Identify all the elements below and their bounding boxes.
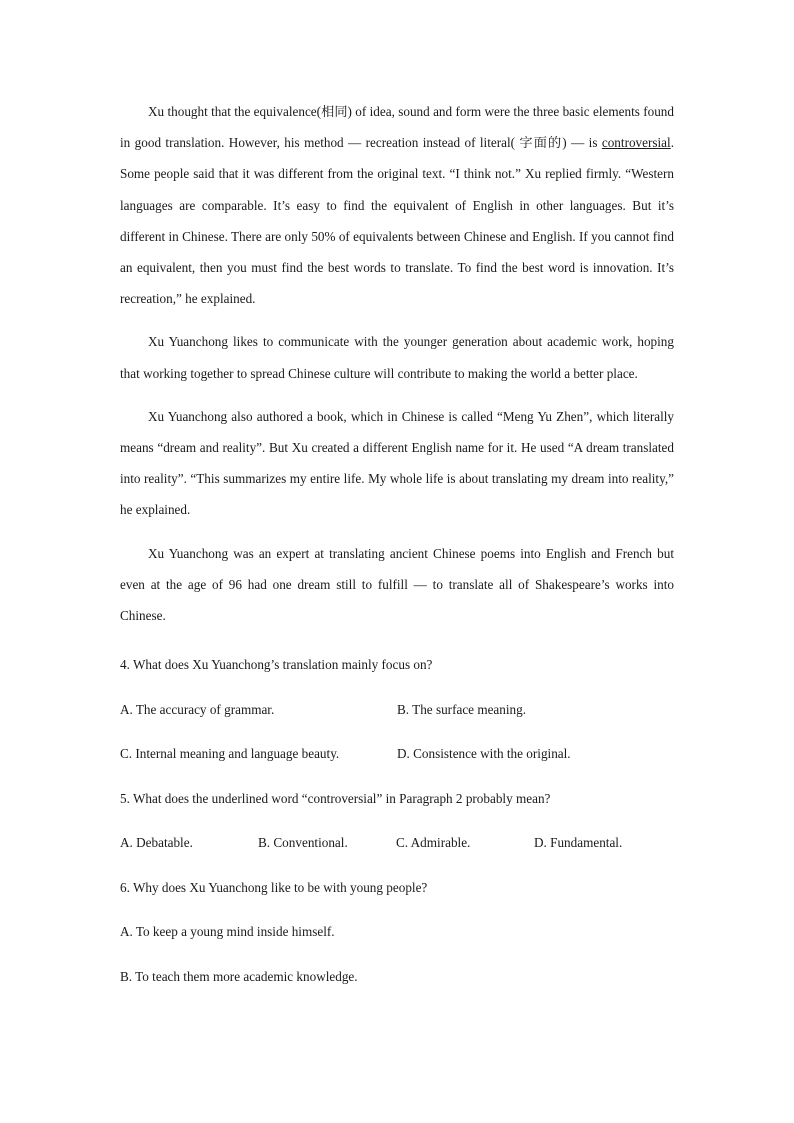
paragraph-text: Xu thought that the equivalence(相同) of idea, sound and form were the three basic elements found in good translation. However, his method — recreation instead of literal( 字面的) — is: [120, 104, 674, 151]
option-6b: B. To teach them more academic knowledge.: [120, 968, 358, 984]
option-4b: B. The surface meaning.: [397, 701, 527, 717]
option-5b: B. Conventional.: [258, 835, 348, 851]
option-4a: A. The accuracy of grammar.: [120, 701, 275, 717]
option-4c: C. Internal meaning and language beauty.: [120, 746, 340, 762]
question-6: 6. Why does Xu Yuanchong like to be with young people?: [120, 879, 428, 895]
question-5-options: [120, 821, 674, 866]
option-6a: A. To keep a young mind inside himself.: [120, 924, 335, 940]
paragraph-equivalence: [120, 96, 674, 314]
option-4d: D. Consistence with the original.: [397, 746, 571, 762]
paragraph-younger-generation: Xu Yuanchong likes to communicate with the younger generation about academic work, hoping that working together to spread Chinese culture will contribute to making the world a better place.: [120, 334, 674, 381]
question-5: 5. What does the underlined word “controversial” in Paragraph 2 probably mean?: [120, 790, 551, 806]
question-4: 4. What does Xu Yuanchong’s translation mainly focus on?: [120, 657, 433, 673]
option-5c: C. Admirable.: [396, 835, 471, 851]
paragraph-shakespeare: Xu Yuanchong was an expert at translating ancient Chinese poems into English and French but even at the age of 96 had one dream still to fulfill — to translate all of Shakespeare’s works into Chinese.: [120, 545, 674, 624]
paragraph-book: Xu Yuanchong also authored a book, which in Chinese is called “Meng Yu Zhen”, which literally means “dream and reality”. But Xu created a different English name for it. He used “A dream translated into reality”. “This summarizes my entire life. My whole life is about translating my dream into reality,” he explained.: [120, 408, 674, 518]
paragraph-text: . Some people said that it was different from the original text. “I think not.” Xu replied firmly. “Western languages are comparable. It’s easy to find the equivalent of English in other languages. But it’s different in Chinese. There are only 50% of equivalents between Chinese and English. If you cannot find an equivalent, then you must find the best words to translate. To find the best word is innovation. It’s recreation,” he explained.: [120, 135, 674, 307]
question-4-options-row-1: [120, 688, 674, 733]
question-4-options-row-2: [120, 732, 674, 777]
document-page: [120, 96, 674, 999]
option-5a: A. Debatable.: [120, 835, 193, 851]
underlined-word: controversial: [601, 135, 671, 151]
option-5d: D. Fundamental.: [534, 835, 623, 851]
